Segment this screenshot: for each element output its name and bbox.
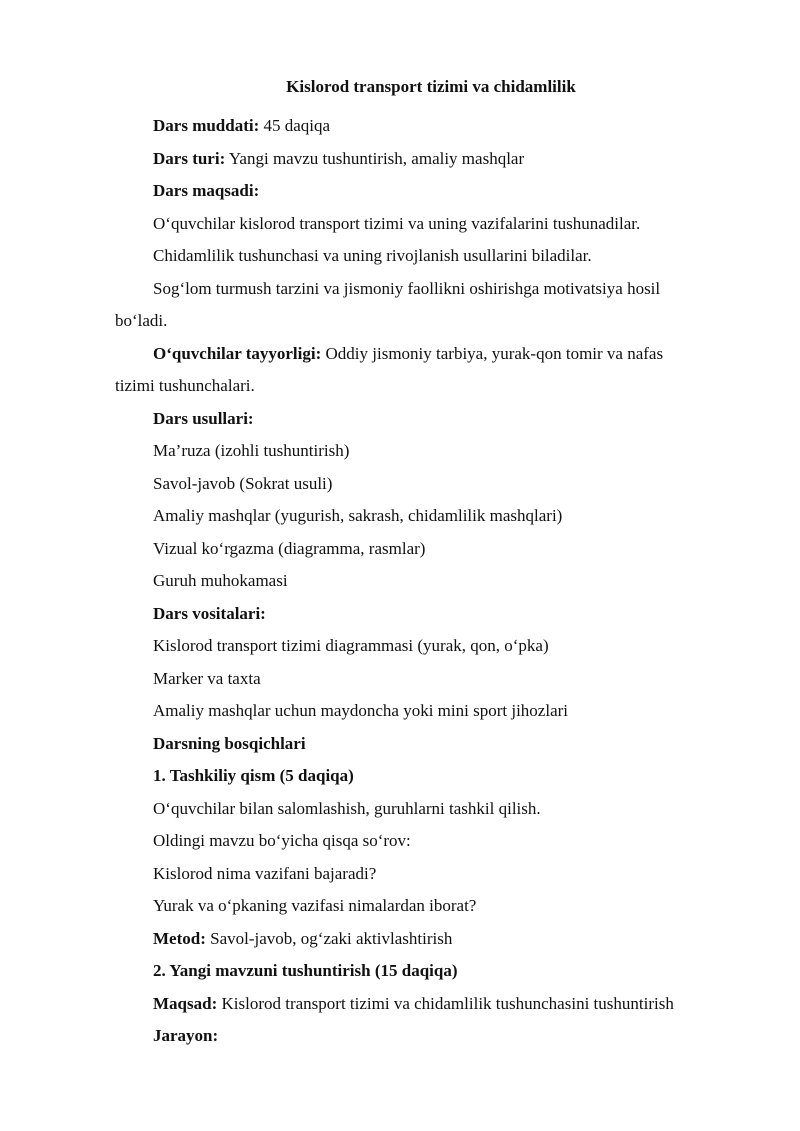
document-title: Kislorod transport tizimi va chidamlilik bbox=[286, 77, 576, 96]
stage2-process-heading bbox=[115, 1020, 735, 1053]
duration-line bbox=[115, 110, 735, 143]
stage1-method-label: Metod: bbox=[153, 928, 206, 948]
stages-heading bbox=[115, 728, 735, 761]
stage1-item: Oldingi mavzu bo‘yicha qisqa so‘rov: bbox=[153, 831, 411, 850]
stage1-item: Kislorod nima vazifani bajaradi? bbox=[153, 863, 377, 883]
stage1-heading bbox=[115, 760, 735, 793]
preparation-line2: tizimi tushunchalari. bbox=[115, 376, 255, 395]
duration-label: Dars muddati: bbox=[153, 116, 260, 135]
document-body bbox=[115, 72, 735, 1053]
type-label: Dars turi: bbox=[153, 148, 226, 168]
stage1-item: O‘quvchilar bilan salomlashish, guruhlarni tashkil qilish. bbox=[153, 798, 541, 818]
tool-item: Kislorod transport tizimi diagrammasi (yurak, qon, o‘pka) bbox=[153, 636, 549, 655]
type-value: Yangi mavzu tushuntirish, amaliy mashqlar bbox=[225, 148, 525, 168]
preparation-label: O‘quvchilar tayyorligi: bbox=[153, 343, 322, 363]
goal-heading bbox=[115, 175, 735, 208]
method-item: Ma’ruza (izohli tushuntirish) bbox=[153, 441, 350, 460]
goal-motivation-line1: Sog‘lom turmush tarzini va jismoniy faollikni oshirishga motivatsiya hosil bbox=[153, 278, 661, 298]
preparation-line bbox=[115, 338, 735, 371]
preparation-value: Oddiy jismoniy tarbiya, yurak-qon tomir va nafas bbox=[321, 343, 664, 363]
method-item: Savol-javob (Sokrat usuli) bbox=[153, 473, 333, 493]
goal-motivation-line2: bo‘ladi. bbox=[115, 311, 168, 330]
stage1-method-value: Savol-javob, og‘zaki aktivlashtirish bbox=[205, 928, 453, 948]
stage2-heading bbox=[115, 955, 735, 988]
method-item: Amaliy mashqlar (yugurish, sakrash, chidamlilik mashqlari) bbox=[153, 506, 563, 525]
stage2-goal-line bbox=[115, 988, 735, 1021]
stage1-method-line bbox=[115, 923, 735, 956]
type-line bbox=[115, 143, 735, 176]
stages-heading-text: Darsning bosqichlari bbox=[153, 733, 306, 753]
goal-label: Dars maqsadi: bbox=[153, 181, 260, 200]
goal-item: Chidamlilik tushunchasi va uning rivojlanish usullarini biladilar. bbox=[153, 246, 592, 265]
goal-item: O‘quvchilar kislorod transport tizimi va uning vazifalarini tushunadilar. bbox=[153, 213, 641, 233]
stage1-item: Yurak va o‘pkaning vazifasi nimalardan iborat? bbox=[153, 896, 477, 915]
tools-heading bbox=[115, 598, 735, 631]
duration-value: 45 daqiqa bbox=[259, 116, 331, 135]
stage1-heading-text: 1. Tashkiliy qism (5 daqiqa) bbox=[153, 766, 354, 785]
tool-item: Amaliy mashqlar uchun maydoncha yoki mini sport jihozlari bbox=[153, 701, 568, 720]
tools-label: Dars vositalari: bbox=[153, 603, 266, 623]
methods-label: Dars usullari: bbox=[153, 408, 254, 428]
stage2-goal-value: Kislorod transport tizimi va chidamlilik tushunchasini tushuntirish bbox=[217, 993, 674, 1013]
stage2-process-label: Jarayon: bbox=[153, 1026, 219, 1045]
method-item: Vizual ko‘rgazma (diagramma, rasmlar) bbox=[153, 538, 426, 558]
method-item: Guruh muhokamasi bbox=[153, 571, 288, 590]
tool-item: Marker va taxta bbox=[153, 668, 261, 688]
stage2-heading-text: 2. Yangi mavzuni tushuntirish (15 daqiqa) bbox=[153, 961, 458, 980]
methods-heading bbox=[115, 403, 735, 436]
stage2-goal-label: Maqsad: bbox=[153, 993, 218, 1013]
